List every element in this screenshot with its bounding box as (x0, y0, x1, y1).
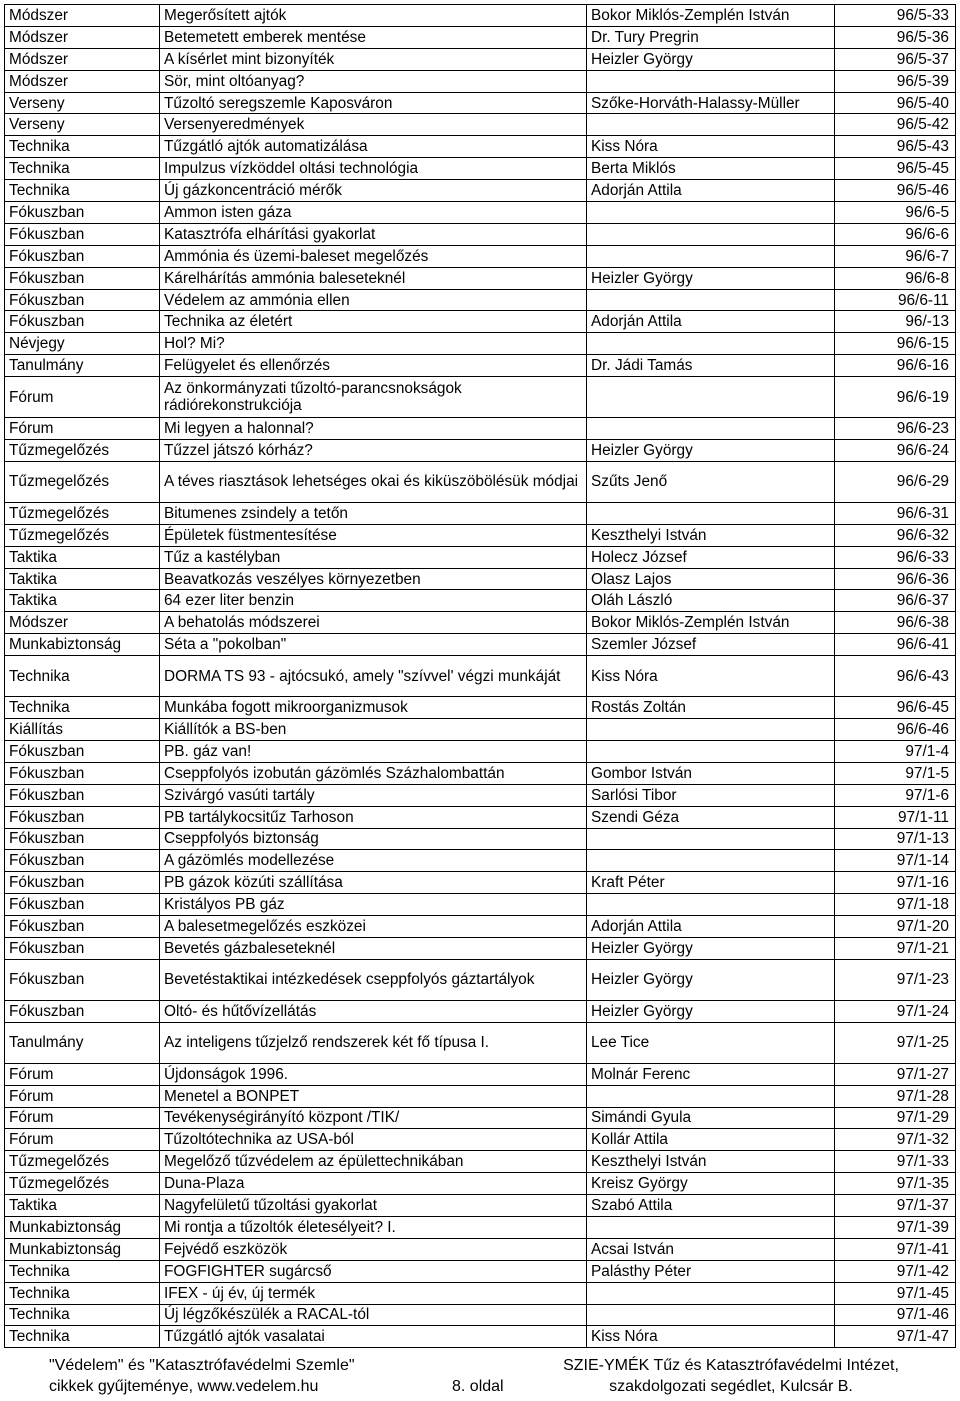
category-cell: Fókuszban (5, 762, 160, 784)
table-row (5, 311, 956, 333)
issue-cell: 97/1-35 (835, 1173, 956, 1195)
table-row (5, 568, 956, 590)
author-cell: Holecz József (587, 546, 835, 568)
author-cell: Heizler György (587, 440, 835, 462)
category-cell: Taktika (5, 590, 160, 612)
author-cell (587, 377, 835, 418)
category-cell: Munkabiztonság (5, 634, 160, 656)
author-cell: Acsai István (587, 1238, 835, 1260)
table-row (5, 784, 956, 806)
category-cell: Fókuszban (5, 223, 160, 245)
table-row (5, 1063, 956, 1085)
issue-cell: 97/1-13 (835, 828, 956, 850)
table-row (5, 461, 956, 502)
issue-cell: 96/6-41 (835, 634, 956, 656)
category-cell: Fókuszban (5, 289, 160, 311)
title-cell: Fejvédő eszközök (160, 1238, 587, 1260)
issue-cell: 96/6-23 (835, 418, 956, 440)
title-cell: A téves riasztások lehetséges okai és kiküszöbölésük módjai (160, 461, 587, 502)
title-cell: Mi legyen a halonnal? (160, 418, 587, 440)
title-cell: Tűzgátló ajtók vasalatai (160, 1326, 587, 1348)
title-cell: Beavatkozás veszélyes környezetben (160, 568, 587, 590)
author-cell: Dr. Jádi Tamás (587, 355, 835, 377)
issue-cell: 97/1-18 (835, 894, 956, 916)
author-cell: Szűts Jenő (587, 461, 835, 502)
category-cell: Módszer (5, 70, 160, 92)
category-cell: Verseny (5, 114, 160, 136)
author-cell (587, 850, 835, 872)
category-cell: Tűzmegelőzés (5, 502, 160, 524)
table-row (5, 740, 956, 762)
issue-cell: 96/6-32 (835, 524, 956, 546)
issue-cell: 97/1-27 (835, 1063, 956, 1085)
table-row (5, 1000, 956, 1022)
author-cell (587, 70, 835, 92)
author-cell: Olasz Lajos (587, 568, 835, 590)
title-cell: Bevetés gázbaleseteknél (160, 937, 587, 959)
table-row (5, 114, 956, 136)
category-cell: Fókuszban (5, 872, 160, 894)
category-cell: Technika (5, 158, 160, 180)
title-cell: Kristályos PB gáz (160, 894, 587, 916)
table-row (5, 333, 956, 355)
title-cell: Tűz a kastélyban (160, 546, 587, 568)
footer-institute-line1: SZIE-YMÉK Tűz és Katasztrófavédelmi Intézet, (563, 1357, 899, 1374)
category-cell: Taktika (5, 568, 160, 590)
title-cell: Az önkormányzati tűzoltó-parancsnokságok rádiórekonstrukciója (160, 377, 587, 418)
author-cell: Heizler György (587, 959, 835, 1000)
title-cell: Tűzoltó seregszemle Kaposváron (160, 92, 587, 114)
issue-cell: 97/1-32 (835, 1129, 956, 1151)
issue-cell: 97/1-4 (835, 740, 956, 762)
title-cell: DORMA TS 93 - ajtócsukó, amely "szívvel' végzi munkáját (160, 656, 587, 697)
table-row (5, 180, 956, 202)
author-cell (587, 894, 835, 916)
category-cell: Fókuszban (5, 267, 160, 289)
category-cell: Módszer (5, 5, 160, 27)
category-cell: Fókuszban (5, 740, 160, 762)
table-row (5, 158, 956, 180)
category-cell: Tanulmány (5, 1022, 160, 1063)
title-cell: Mi rontja a tűzoltók életesélyeit? I. (160, 1216, 587, 1238)
author-cell (587, 114, 835, 136)
title-cell: PB. gáz van! (160, 740, 587, 762)
issue-cell: 96/-13 (835, 311, 956, 333)
issue-cell: 96/6-19 (835, 377, 956, 418)
issue-cell: 97/1-29 (835, 1107, 956, 1129)
issue-cell: 96/5-33 (835, 5, 956, 27)
title-cell: Betemetett emberek mentése (160, 26, 587, 48)
category-cell: Taktika (5, 546, 160, 568)
issue-cell: 96/6-46 (835, 719, 956, 741)
category-cell: Fókuszban (5, 828, 160, 850)
title-cell: Cseppfolyós biztonság (160, 828, 587, 850)
table-row (5, 894, 956, 916)
title-cell: Felügyelet és ellenőrzés (160, 355, 587, 377)
page-footer (0, 1355, 960, 1401)
page-number: 8. oldal (452, 1378, 504, 1395)
issue-cell: 96/6-38 (835, 612, 956, 634)
footer-source-line1: "Védelem" és "Katasztrófavédelmi Szemle" (49, 1357, 355, 1374)
author-cell: Sarlósi Tibor (587, 784, 835, 806)
title-cell: Cseppfolyós izobután gázömlés Százhalombattán (160, 762, 587, 784)
issue-cell: 96/6-5 (835, 202, 956, 224)
category-cell: Tűzmegelőzés (5, 524, 160, 546)
category-cell: Fórum (5, 1107, 160, 1129)
author-cell (587, 223, 835, 245)
table-row (5, 524, 956, 546)
title-cell: Impulzus vízköddel oltási technológia (160, 158, 587, 180)
title-cell: PB tartálykocsitűz Tarhoson (160, 806, 587, 828)
title-cell: Épületek füstmentesítése (160, 524, 587, 546)
issue-cell: 96/6-36 (835, 568, 956, 590)
table-row (5, 1260, 956, 1282)
title-cell: 64 ezer liter benzin (160, 590, 587, 612)
title-cell: Sör, mint oltóanyag? (160, 70, 587, 92)
author-cell: Simándi Gyula (587, 1107, 835, 1129)
issue-cell: 96/5-36 (835, 26, 956, 48)
title-cell: Tevékenységirányító központ /TIK/ (160, 1107, 587, 1129)
issue-cell: 97/1-20 (835, 916, 956, 938)
category-cell: Névjegy (5, 333, 160, 355)
category-cell: Fórum (5, 377, 160, 418)
table-row (5, 1238, 956, 1260)
category-cell: Fókuszban (5, 784, 160, 806)
issue-cell: 97/1-47 (835, 1326, 956, 1348)
issue-cell: 97/1-16 (835, 872, 956, 894)
title-cell: Ammon isten gáza (160, 202, 587, 224)
issue-cell: 97/1-41 (835, 1238, 956, 1260)
author-cell: Heizler György (587, 937, 835, 959)
author-cell: Dr. Tury Pregrin (587, 26, 835, 48)
category-cell: Kiállítás (5, 719, 160, 741)
title-cell: Nagyfelületű tűzoltási gyakorlat (160, 1195, 587, 1217)
table-row (5, 1107, 956, 1129)
title-cell: Újdonságok 1996. (160, 1063, 587, 1085)
author-cell (587, 418, 835, 440)
table-row (5, 26, 956, 48)
issue-cell: 96/5-43 (835, 136, 956, 158)
table-row (5, 1129, 956, 1151)
table-row (5, 1282, 956, 1304)
author-cell: Berta Miklós (587, 158, 835, 180)
article-index-table (4, 4, 956, 1348)
author-cell: Molnár Ferenc (587, 1063, 835, 1085)
category-cell: Fórum (5, 1085, 160, 1107)
table-row (5, 92, 956, 114)
author-cell: Szemler József (587, 634, 835, 656)
table-row (5, 850, 956, 872)
table-row (5, 267, 956, 289)
table-row (5, 136, 956, 158)
category-cell: Munkabiztonság (5, 1238, 160, 1260)
footer-source (49, 1355, 355, 1397)
table-row (5, 762, 956, 784)
table-row (5, 70, 956, 92)
table-row (5, 502, 956, 524)
title-cell: Séta a "pokolban" (160, 634, 587, 656)
title-cell: Katasztrófa elhárítási gyakorlat (160, 223, 587, 245)
issue-cell: 97/1-42 (835, 1260, 956, 1282)
category-cell: Tanulmány (5, 355, 160, 377)
title-cell: Oltó- és hűtővízellátás (160, 1000, 587, 1022)
category-cell: Módszer (5, 26, 160, 48)
issue-cell: 96/6-16 (835, 355, 956, 377)
issue-cell: 96/5-37 (835, 48, 956, 70)
author-cell: Szabó Attila (587, 1195, 835, 1217)
category-cell: Fókuszban (5, 806, 160, 828)
category-cell: Munkabiztonság (5, 1216, 160, 1238)
author-cell (587, 1304, 835, 1326)
author-cell: Palásthy Péter (587, 1260, 835, 1282)
category-cell: Fókuszban (5, 850, 160, 872)
title-cell: Megelőző tűzvédelem az épülettechnikában (160, 1151, 587, 1173)
title-cell: Védelem az ammónia ellen (160, 289, 587, 311)
table-row (5, 5, 956, 27)
issue-cell: 96/6-11 (835, 289, 956, 311)
category-cell: Módszer (5, 48, 160, 70)
footer-institute (541, 1355, 921, 1397)
category-cell: Technika (5, 180, 160, 202)
table-row (5, 1173, 956, 1195)
title-cell: Ammónia és üzemi-baleset megelőzés (160, 245, 587, 267)
category-cell: Fókuszban (5, 202, 160, 224)
issue-cell: 97/1-6 (835, 784, 956, 806)
title-cell: FOGFIGHTER sugárcső (160, 1260, 587, 1282)
author-cell (587, 333, 835, 355)
title-cell: Megerősített ajtók (160, 5, 587, 27)
category-cell: Technika (5, 656, 160, 697)
author-cell: Heizler György (587, 48, 835, 70)
author-cell (587, 1085, 835, 1107)
category-cell: Fókuszban (5, 937, 160, 959)
title-cell: A balesetmegelőzés eszközei (160, 916, 587, 938)
table-row (5, 223, 956, 245)
title-cell: Szivárgó vasúti tartály (160, 784, 587, 806)
author-cell (587, 1282, 835, 1304)
table-row (5, 719, 956, 741)
author-cell: Adorján Attila (587, 916, 835, 938)
issue-cell: 97/1-33 (835, 1151, 956, 1173)
issue-cell: 96/6-29 (835, 461, 956, 502)
table-row (5, 937, 956, 959)
category-cell: Technika (5, 1282, 160, 1304)
category-cell: Taktika (5, 1195, 160, 1217)
author-cell: Kiss Nóra (587, 1326, 835, 1348)
title-cell: A gázömlés modellezése (160, 850, 587, 872)
issue-cell: 96/6-43 (835, 656, 956, 697)
table-row (5, 355, 956, 377)
category-cell: Technika (5, 136, 160, 158)
issue-cell: 96/5-40 (835, 92, 956, 114)
table-row (5, 590, 956, 612)
author-cell (587, 828, 835, 850)
table-row (5, 828, 956, 850)
category-cell: Tűzmegelőzés (5, 1151, 160, 1173)
title-cell: IFEX - új év, új termék (160, 1282, 587, 1304)
issue-cell: 97/1-46 (835, 1304, 956, 1326)
category-cell: Technika (5, 1260, 160, 1282)
category-cell: Tűzmegelőzés (5, 1173, 160, 1195)
category-cell: Fókuszban (5, 311, 160, 333)
title-cell: Új gázkoncentráció mérők (160, 180, 587, 202)
author-cell (587, 502, 835, 524)
issue-cell: 97/1-25 (835, 1022, 956, 1063)
category-cell: Fókuszban (5, 916, 160, 938)
category-cell: Fókuszban (5, 245, 160, 267)
title-cell: Tűzgátló ajtók automatizálása (160, 136, 587, 158)
title-cell: Bevetéstaktikai intézkedések cseppfolyós gáztartályok (160, 959, 587, 1000)
table-row (5, 289, 956, 311)
author-cell: Oláh László (587, 590, 835, 612)
table-row (5, 806, 956, 828)
author-cell (587, 245, 835, 267)
table-row (5, 1326, 956, 1348)
footer-institute-line2: szakdolgozati segédlet, Kulcsár B. (609, 1378, 853, 1395)
table-row (5, 1085, 956, 1107)
issue-cell: 97/1-21 (835, 937, 956, 959)
category-cell: Fórum (5, 1063, 160, 1085)
table-row (5, 697, 956, 719)
table-row (5, 1022, 956, 1063)
title-cell: Bitumenes zsindely a tetőn (160, 502, 587, 524)
category-cell: Fókuszban (5, 894, 160, 916)
author-cell: Heizler György (587, 267, 835, 289)
issue-cell: 97/1-11 (835, 806, 956, 828)
author-cell: Bokor Miklós-Zemplén István (587, 612, 835, 634)
table-row (5, 872, 956, 894)
author-cell: Szendi Géza (587, 806, 835, 828)
category-cell: Fókuszban (5, 1000, 160, 1022)
issue-cell: 96/6-31 (835, 502, 956, 524)
author-cell: Adorján Attila (587, 311, 835, 333)
footer-source-line2: cikkek gyűjteménye, www.vedelem.hu (49, 1378, 319, 1395)
author-cell: Heizler György (587, 1000, 835, 1022)
author-cell (587, 1216, 835, 1238)
author-cell: Gombor István (587, 762, 835, 784)
title-cell: A behatolás módszerei (160, 612, 587, 634)
table-row (5, 245, 956, 267)
table-row (5, 634, 956, 656)
issue-cell: 97/1-37 (835, 1195, 956, 1217)
table-row (5, 48, 956, 70)
category-cell: Tűzmegelőzés (5, 461, 160, 502)
author-cell: Adorján Attila (587, 180, 835, 202)
category-cell: Tűzmegelőzés (5, 440, 160, 462)
issue-cell: 96/6-45 (835, 697, 956, 719)
author-cell: Kraft Péter (587, 872, 835, 894)
table-row (5, 546, 956, 568)
author-cell (587, 202, 835, 224)
author-cell: Kollár Attila (587, 1129, 835, 1151)
author-cell: Bokor Miklós-Zemplén István (587, 5, 835, 27)
issue-cell: 96/6-37 (835, 590, 956, 612)
category-cell: Fókuszban (5, 959, 160, 1000)
issue-cell: 96/6-6 (835, 223, 956, 245)
table-row (5, 1195, 956, 1217)
category-cell: Fórum (5, 1129, 160, 1151)
issue-cell: 96/5-45 (835, 158, 956, 180)
title-cell: Munkába fogott mikroorganizmusok (160, 697, 587, 719)
table-row (5, 959, 956, 1000)
category-cell: Verseny (5, 92, 160, 114)
table-row (5, 1216, 956, 1238)
issue-cell: 97/1-39 (835, 1216, 956, 1238)
title-cell: Technika az életért (160, 311, 587, 333)
category-cell: Technika (5, 697, 160, 719)
title-cell: Tűzoltótechnika az USA-ból (160, 1129, 587, 1151)
title-cell: Versenyeredmények (160, 114, 587, 136)
table-row (5, 1151, 956, 1173)
issue-cell: 96/6-24 (835, 440, 956, 462)
issue-cell: 96/6-33 (835, 546, 956, 568)
issue-cell: 97/1-28 (835, 1085, 956, 1107)
table-row (5, 440, 956, 462)
title-cell: Hol? Mi? (160, 333, 587, 355)
author-cell (587, 740, 835, 762)
author-cell: Keszthelyi István (587, 1151, 835, 1173)
author-cell: Keszthelyi István (587, 524, 835, 546)
table-row (5, 656, 956, 697)
issue-cell: 97/1-14 (835, 850, 956, 872)
title-cell: Duna-Plaza (160, 1173, 587, 1195)
issue-cell: 96/5-46 (835, 180, 956, 202)
table-row (5, 916, 956, 938)
table-row (5, 202, 956, 224)
issue-cell: 97/1-23 (835, 959, 956, 1000)
author-cell: Kiss Nóra (587, 136, 835, 158)
issue-cell: 96/6-8 (835, 267, 956, 289)
table-row (5, 377, 956, 418)
author-cell: Lee Tice (587, 1022, 835, 1063)
table-row (5, 1304, 956, 1326)
category-cell: Technika (5, 1326, 160, 1348)
issue-cell: 96/6-7 (835, 245, 956, 267)
title-cell: PB gázok közúti szállítása (160, 872, 587, 894)
author-cell: Kreisz György (587, 1173, 835, 1195)
author-cell (587, 719, 835, 741)
title-cell: Kiállítók a BS-ben (160, 719, 587, 741)
table-body (5, 5, 956, 1348)
title-cell: Kárelhárítás ammónia baleseteknél (160, 267, 587, 289)
title-cell: Tűzzel játszó kórház? (160, 440, 587, 462)
author-cell: Rostás Zoltán (587, 697, 835, 719)
category-cell: Fórum (5, 418, 160, 440)
issue-cell: 97/1-45 (835, 1282, 956, 1304)
issue-cell: 97/1-5 (835, 762, 956, 784)
title-cell: Új légzőkészülék a RACAL-tól (160, 1304, 587, 1326)
category-cell: Technika (5, 1304, 160, 1326)
issue-cell: 96/6-15 (835, 333, 956, 355)
author-cell (587, 289, 835, 311)
category-cell: Módszer (5, 612, 160, 634)
table-row (5, 418, 956, 440)
title-cell: A kísérlet mint bizonyíték (160, 48, 587, 70)
title-cell: Menetel a BONPET (160, 1085, 587, 1107)
issue-cell: 96/5-39 (835, 70, 956, 92)
issue-cell: 96/5-42 (835, 114, 956, 136)
author-cell: Kiss Nóra (587, 656, 835, 697)
title-cell: Az inteligens tűzjelző rendszerek két fő típusa I. (160, 1022, 587, 1063)
table-row (5, 612, 956, 634)
issue-cell: 97/1-24 (835, 1000, 956, 1022)
author-cell: Szőke-Horváth-Halassy-Müller (587, 92, 835, 114)
